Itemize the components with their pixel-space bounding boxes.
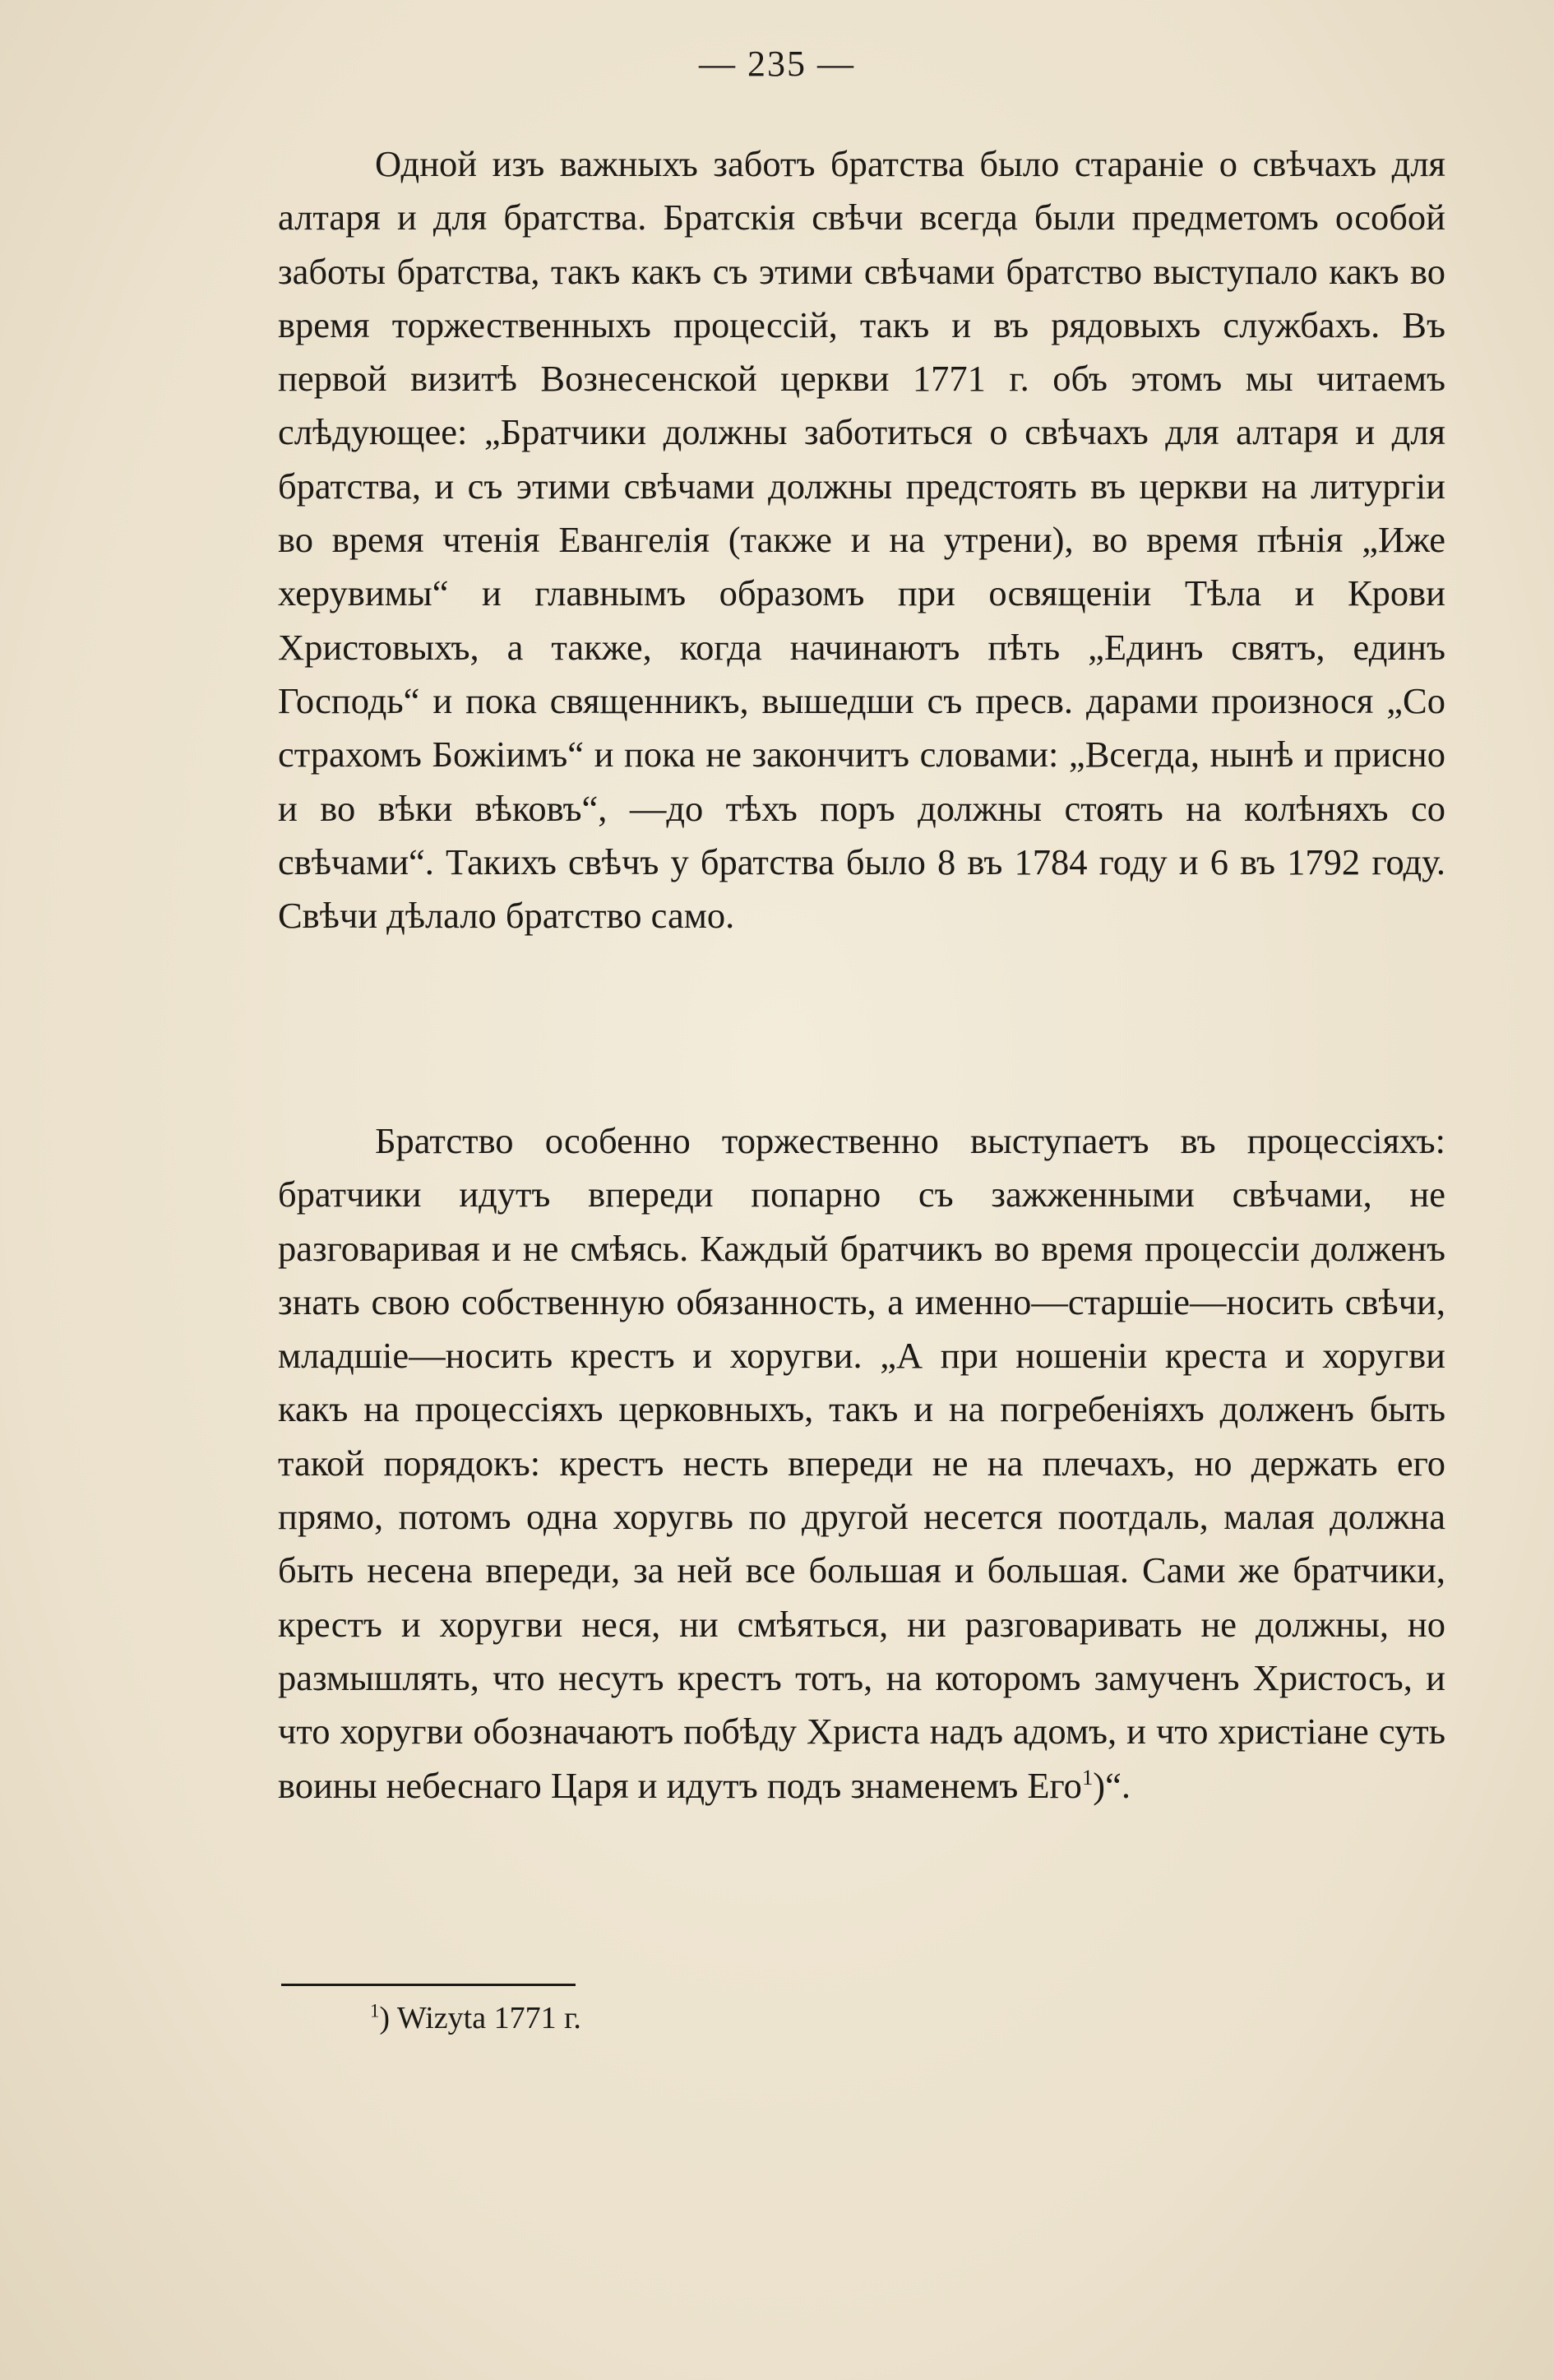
paragraph-2-block bbox=[278, 1114, 1445, 1813]
footnote bbox=[370, 1995, 581, 2041]
paragraph-2-text: Братство особенно торжественно выступаетъ въ процессіяхъ: братчики идутъ впереди попарно съ зажженными свѣчами, не разговаривая и не смѣясь. Каждый братчикъ во время процессіи долженъ знать свою собственную обязанность, а именно—старшіе—носить свѣчи, младшіе—носить крестъ и хоругви. „А при ношеніи креста и хоругви какъ на процессіяхъ церковныхъ, такъ и на погребеніяхъ долженъ быть такой порядокъ: крестъ несть впереди не на плечахъ, но держать его прямо, потомъ одна хоругвь по другой несется поотдаль, малая должна быть несена впереди, за ней все большая и большая. Сами же братчики, крестъ и хоругви неся, ни смѣяться, ни разговаривать не должны, но размышлять, что несутъ крестъ тотъ, на которомъ замученъ Христосъ, и что хоругви обозначаютъ побѣду Христа надъ адомъ, и что христіане суть воины небеснаго Царя и идутъ подъ знаменемъ Его bbox=[278, 1120, 1445, 1806]
page-number: — 235 — bbox=[699, 44, 855, 84]
paragraph-2-end: )“. bbox=[1093, 1764, 1131, 1806]
paragraph-2 bbox=[278, 1114, 1445, 1813]
footnote-reference: 1 bbox=[1081, 1764, 1094, 1790]
paragraph-1: Одной изъ важныхъ заботъ братства было стараніе о свѣчахъ для алтаря и для братства. Братскія свѣчи всегда были предметомъ особой заботы братства, такъ какъ съ этими свѣчами братство выступало какъ во время торжественныхъ процессій, такъ и въ рядовыхъ службахъ. Въ первой визитѣ Вознесенской церкви 1771 г. объ этомъ мы читаемъ слѣдующее: „Братчики должны заботиться о свѣчахъ для алтаря и для братства, и съ этими свѣчами должны предстоять въ церкви на литургіи во время чтенія Евангелія (также и на утрени), во время пѣнія „Иже херувимы“ и главнымъ образомъ при освященіи Тѣла и Крови Христовыхъ, а также, когда начинаютъ пѣть „Единъ святъ, единъ Господь“ и пока священникъ, вышедши съ пресв. дарами произнося „Со страхомъ Божіимъ“ и пока не закончитъ словами: „Всегда, нынѣ и присно и во вѣки вѣковъ“, —до тѣхъ поръ должны стоять на колѣняхъ со свѣчами“. Такихъ свѣчъ у братства было 8 въ 1784 году и 6 въ 1792 году. Свѣчи дѣлало братство само. bbox=[278, 143, 1445, 937]
paragraph-1-block bbox=[278, 137, 1445, 942]
footnote-text: ) Wizyta 1771 г. bbox=[379, 2001, 581, 2035]
footnote-divider bbox=[281, 1984, 576, 1986]
footnote-marker: 1 bbox=[370, 2000, 380, 2021]
